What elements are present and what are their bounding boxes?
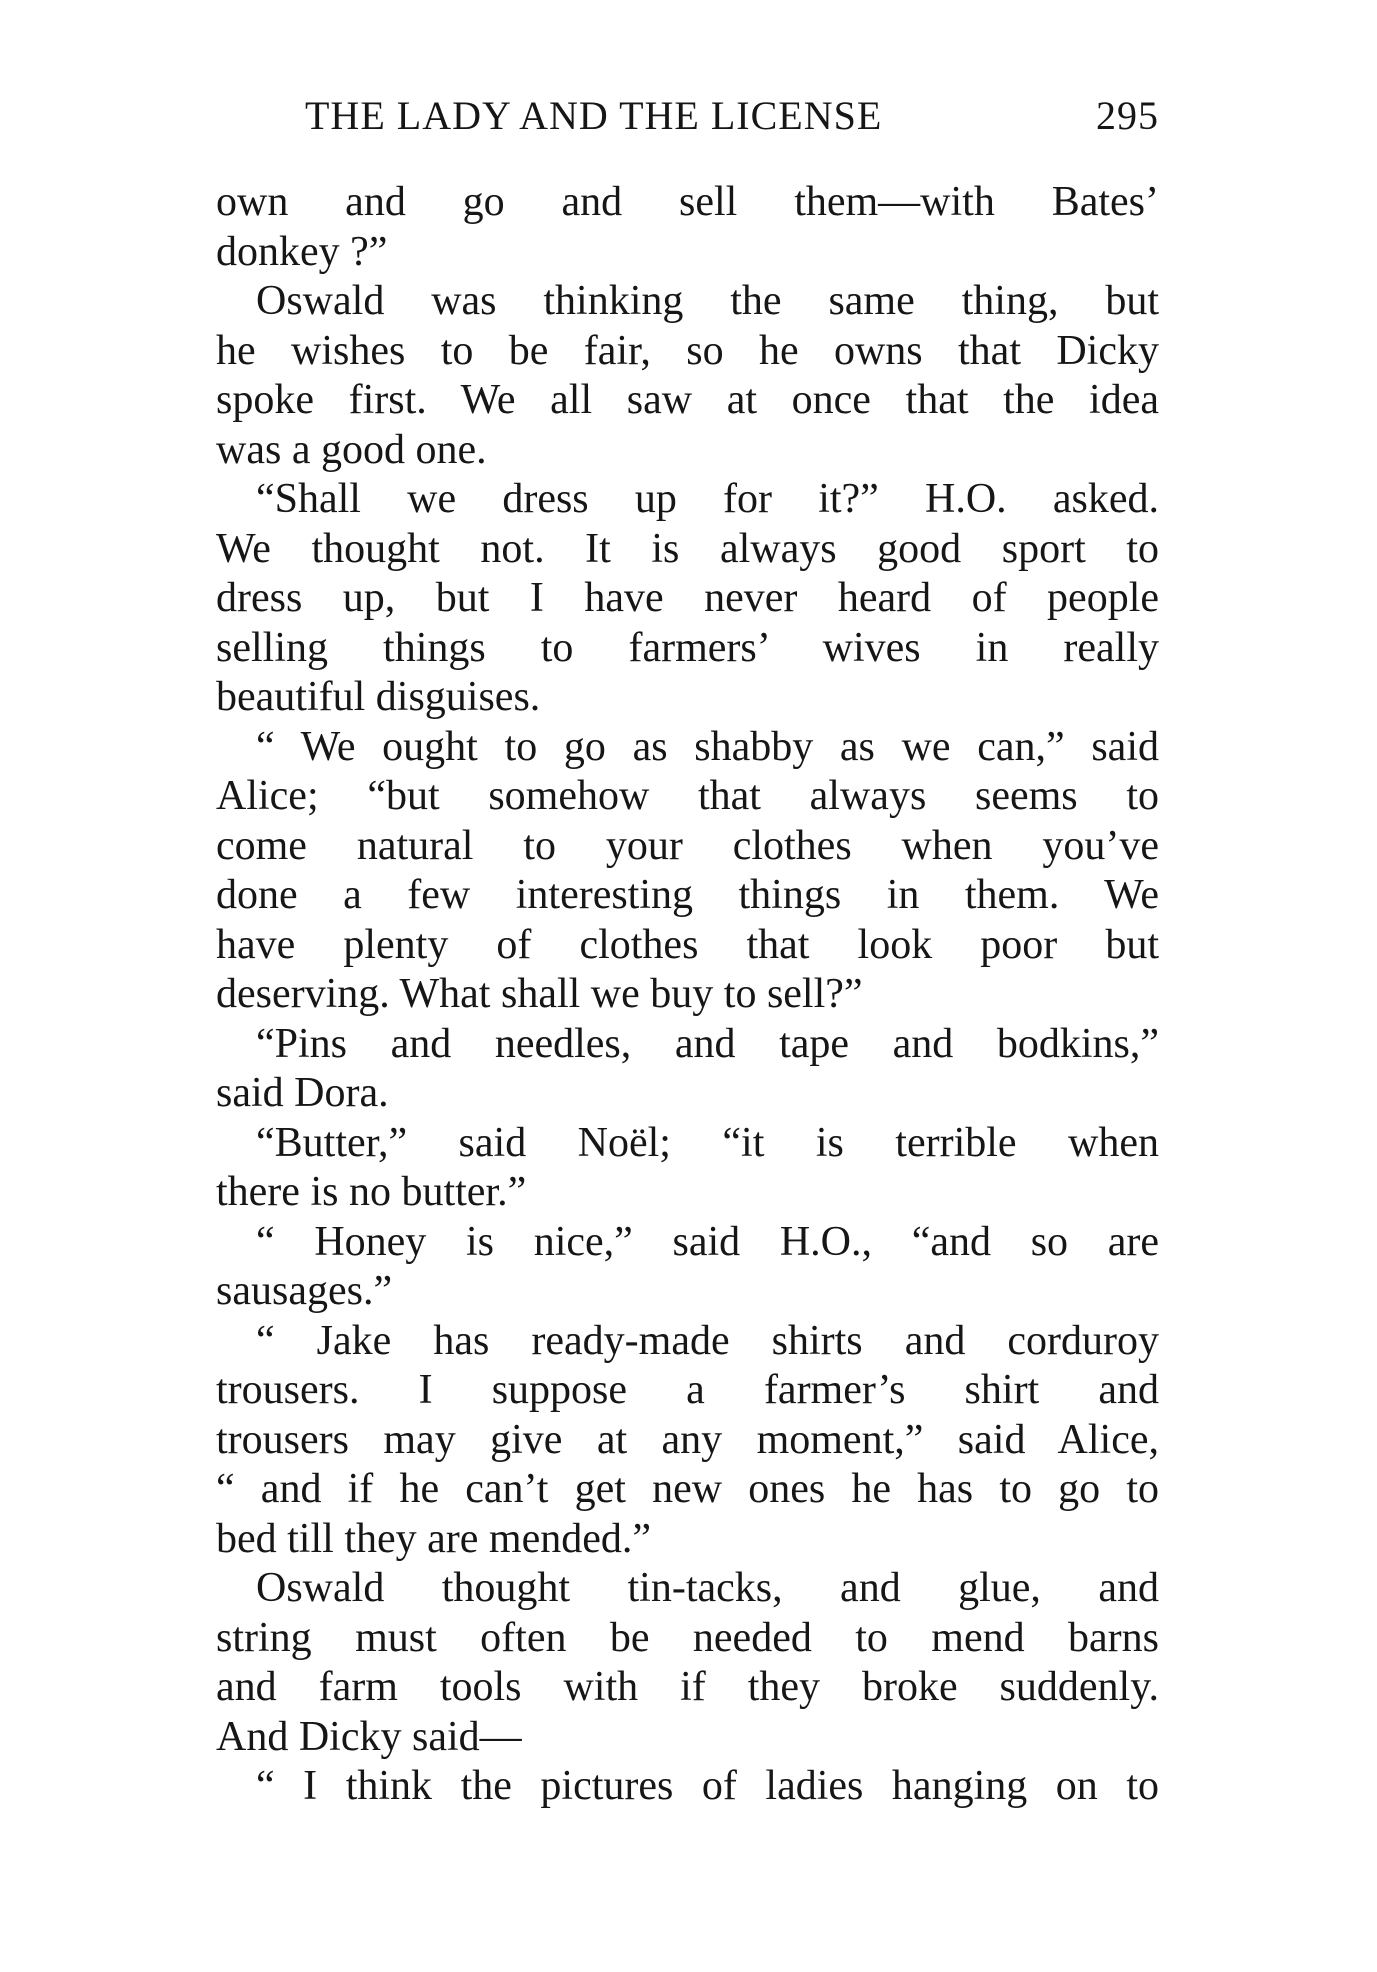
body-text <box>216 178 1159 1812</box>
text-line: deserving. What shall we buy to sell?” <box>216 971 863 1017</box>
text-line: Oswald thought tin-tacks, and glue, and <box>256 1565 1159 1611</box>
text-line: Alice; “but somehow that always seems to <box>216 773 1159 819</box>
text-line: he wishes to be fair, so he owns that Dicky <box>216 327 1159 374</box>
text-line: “ We ought to go as shabby as we can,” said <box>256 723 1159 770</box>
text-line: beautiful disguises. <box>216 674 541 720</box>
text-line: “Shall we dress up for it?” H.O. asked. <box>256 476 1159 522</box>
text-line: “ Honey is nice,” said H.O., “and so are <box>256 1218 1159 1265</box>
text-line: and farm tools with if they broke suddenly. <box>216 1664 1159 1710</box>
running-head <box>305 86 1159 146</box>
text-line: trousers. I suppose a farmer’s shirt and <box>216 1367 1159 1413</box>
running-head-title: THE LADY AND THE LICENSE <box>305 93 883 138</box>
text-line: have plenty of clothes that look poor but <box>216 921 1159 968</box>
text-line: bed till they are mended.” <box>216 1515 651 1562</box>
text-line: spoke first. We all saw at once that the idea <box>216 377 1159 423</box>
text-line: own and go and sell them—with Bates’ <box>216 179 1159 225</box>
text-line: “ and if he can’t get new ones he has to go to <box>216 1466 1159 1512</box>
text-line: Oswald was thinking the same thing, but <box>256 278 1159 324</box>
text-line: done a few interesting things in them. We <box>216 872 1159 918</box>
text-line: selling things to farmers’ wives in really <box>216 624 1159 671</box>
text-line: there is no butter.” <box>216 1169 527 1215</box>
text-line: dress up, but I have never heard of people <box>216 575 1159 621</box>
text-line: “ Jake has ready-made shirts and corduroy <box>256 1317 1159 1364</box>
page-number: 295 <box>1096 93 1159 138</box>
text-line: “Butter,” said Noël; “it is terrible when <box>256 1119 1159 1166</box>
text-line: trousers may give at any moment,” said Alice, <box>216 1416 1159 1463</box>
text-line: And Dicky said— <box>216 1713 522 1760</box>
text-line: was a good one. <box>216 426 487 473</box>
text-line: string must often be needed to mend barns <box>216 1614 1159 1661</box>
text-line: “Pins and needles, and tape and bodkins,” <box>256 1020 1159 1067</box>
text-line: We thought not. It is always good sport to <box>216 525 1159 572</box>
text-line: said Dora. <box>216 1070 389 1116</box>
text-line: sausages.” <box>216 1268 393 1314</box>
text-line: “ I think the pictures of ladies hanging on to <box>256 1763 1159 1809</box>
text-line: donkey ?” <box>216 228 388 275</box>
text-line: come natural to your clothes when you’ve <box>216 822 1159 869</box>
